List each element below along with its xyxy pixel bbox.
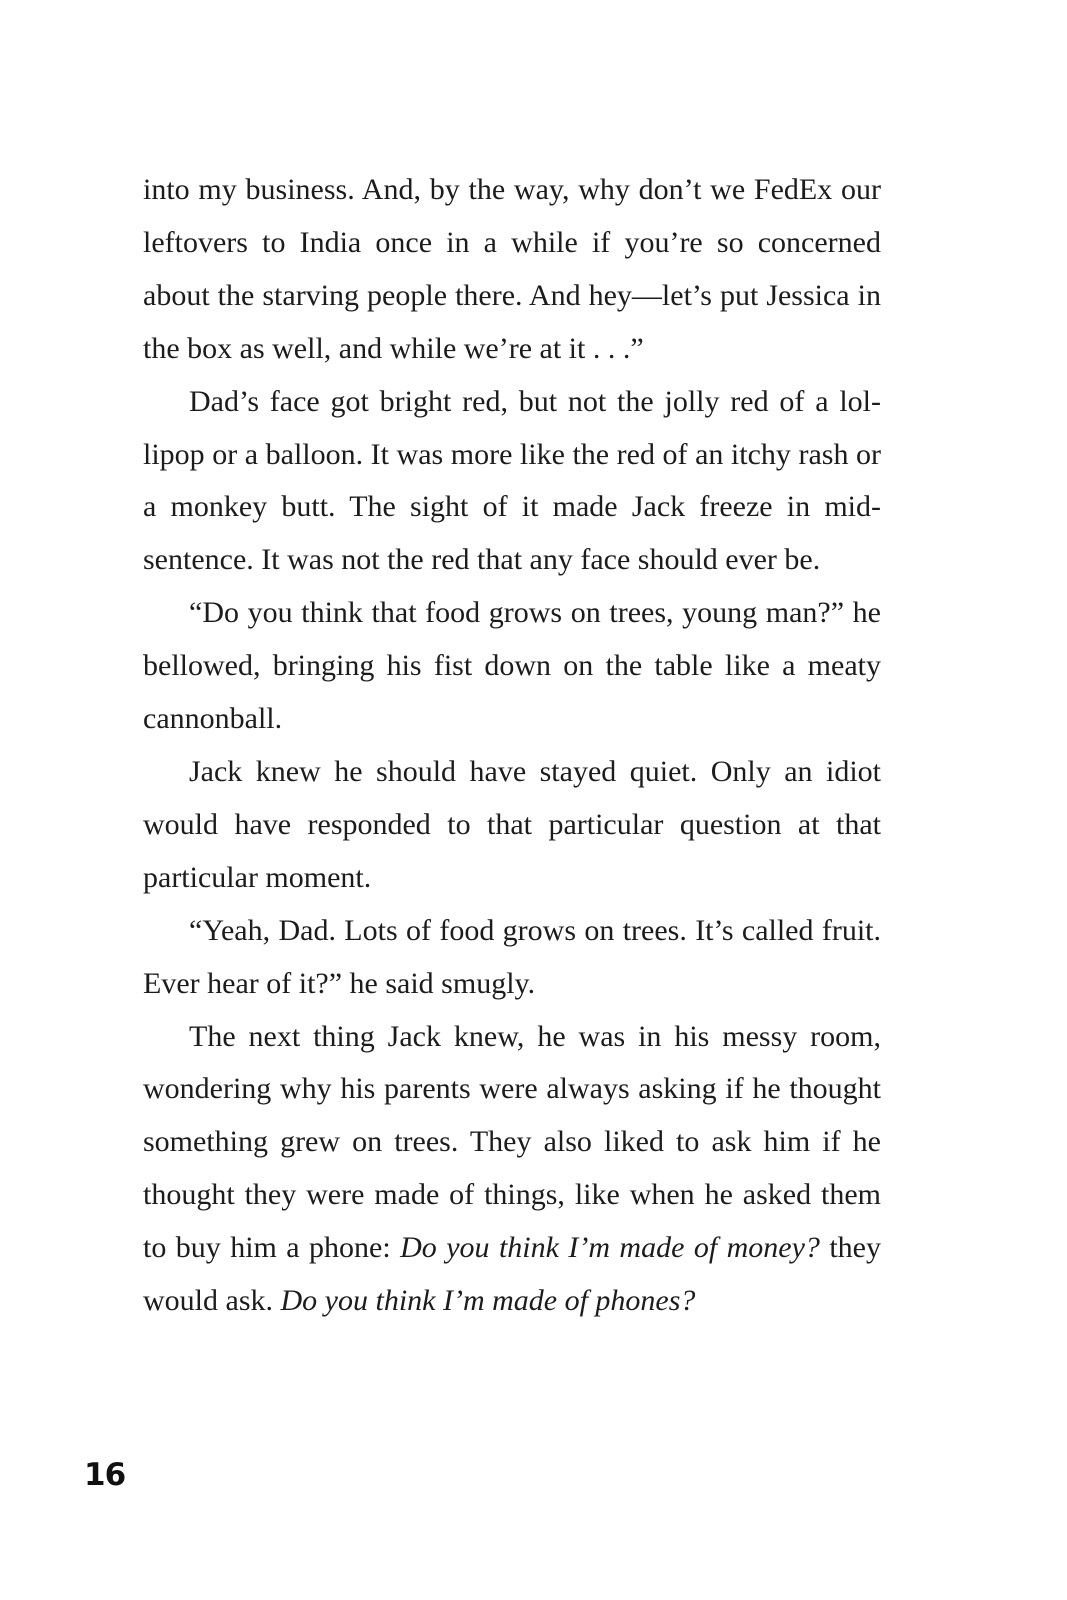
paragraph-text-part: The next thing Jack knew, he was in his messy room, wondering why his parents were always asking if he thought something grew on trees. They also liked to ask him if he thought they were made of things, like when he asked them to buy him a phone: [143,1019,881,1265]
page-number: 16 [84,1457,126,1493]
paragraph-messy-room [143,1011,881,1328]
italic-quote-phones: Do you think I’m made of phones? [280,1284,696,1318]
paragraph-food-grows-on-trees: “Do you think that food grows on trees, young man?” he bellowed, bringing his fist down on the table like a meaty cannonball. [143,596,881,736]
paragraph-fruit-reply: “Yeah, Dad. Lots of food grows on trees. It’s called fruit. Ever hear of it?” he said smugly. [143,913,881,1000]
paragraph-jack-knew: Jack knew he should have stayed quiet. Only an idiot would have responded to that particular question at that particular moment. [143,754,881,894]
paragraph-text-part: they would ask. [143,1231,881,1318]
italic-quote-money: Do you think I’m made of money? [400,1231,820,1265]
paragraph-continuation: into my business. And, by the way, why don’t we FedEx our leftovers to India once in a while if you’re so concerned about the starving people there. And hey—let’s put Jessica in the box as well, and while we’re at it . . .” [143,173,881,365]
body-text [143,164,881,1328]
paragraph-dads-face: Dad’s face got bright red, but not the jolly red of a lollipop or a balloon. It was more like the red of an itchy rash or a monkey butt. The sight of it made Jack freeze in midsentence. It was not the red that any face should ever be. [143,384,881,577]
